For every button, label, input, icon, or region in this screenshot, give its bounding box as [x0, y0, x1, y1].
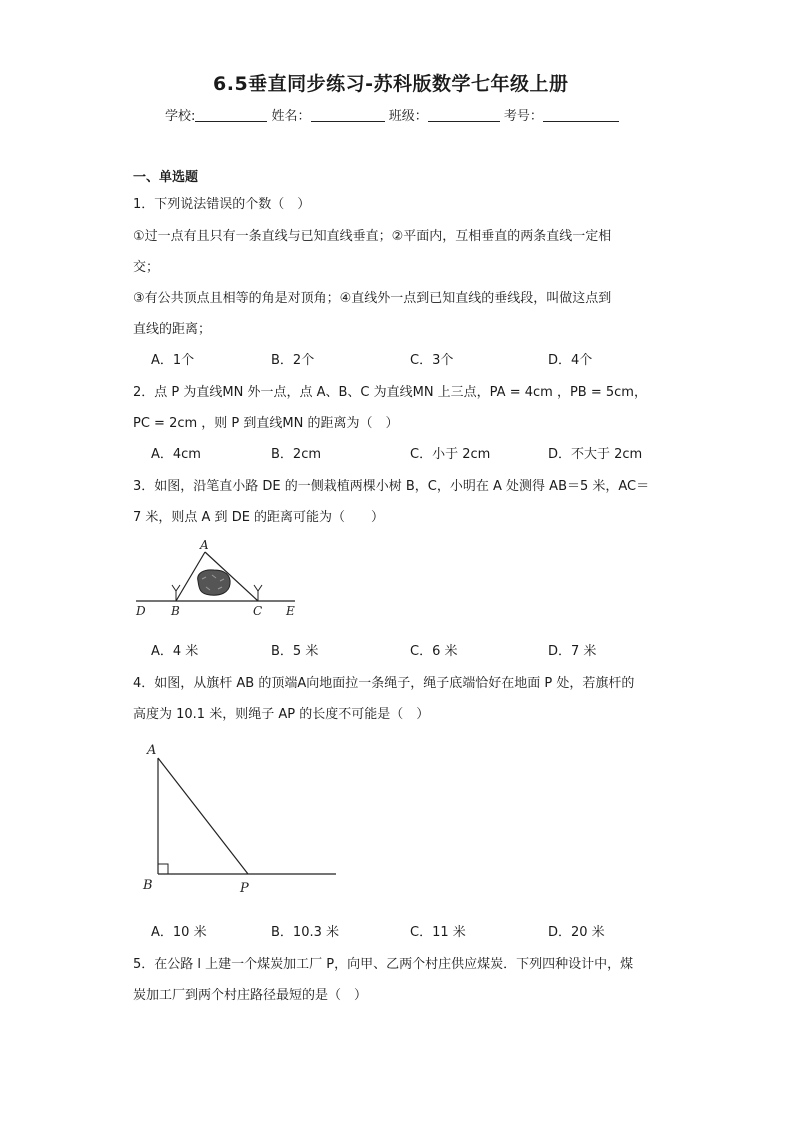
- name-label: 姓名：: [271, 109, 311, 124]
- student-info-row: [165, 105, 619, 124]
- school-blank: [195, 109, 267, 122]
- q4-line1: 4．如图，从旗杆 AB 的顶端A向地面拉一条绳子，绳子底端恰好在地面 P 处，若旗杆的: [133, 676, 635, 691]
- label-b: B: [143, 878, 153, 893]
- label-c: C: [253, 604, 263, 618]
- rock-icon: [198, 570, 230, 595]
- q1-line3: ③有公共顶点且相等的角是对顶角；④直线外一点到已知直线的垂线段，叫做这点到: [133, 291, 612, 306]
- q1-option-d[interactable]: D．4个: [548, 353, 593, 368]
- label-e: E: [286, 604, 295, 618]
- q3-line1: 3．如图，沿笔直小路 DE 的一侧栽植两棵小树 B，C，小明在 A 处测得 AB＝5 米，AC＝: [133, 479, 650, 494]
- label-a: A: [147, 743, 157, 758]
- q4-figure: [138, 738, 343, 898]
- page-title: 6.5垂直同步练习-苏科版数学七年级上册: [213, 73, 569, 95]
- q5-line1: 5．在公路 l 上建一个煤炭加工厂 P，向甲、乙两个村庄供应煤炭．下列四种设计中，煤: [133, 957, 634, 972]
- q1-line1: ①过一点有且只有一条直线与已知直线垂直；②平面内，互相垂直的两条直线一定相: [133, 229, 612, 244]
- school-label: 学校:: [165, 109, 196, 124]
- q4-option-d[interactable]: D．20 米: [548, 925, 605, 940]
- q3-figure: [130, 535, 305, 620]
- q1-option-a[interactable]: A．1个: [151, 353, 195, 368]
- number-blank: [543, 109, 619, 122]
- label-p: P: [240, 881, 249, 896]
- q2-line1: 2．点 P 为直线MN 外一点，点 A、B、C 为直线MN 上三点，PA = 4cm ，PB = 5cm，: [133, 385, 647, 400]
- q4-option-a[interactable]: A．10 米: [151, 925, 207, 940]
- q5-line2: 炭加工厂到两个村庄路径最短的是（ ）: [133, 988, 368, 1003]
- q2-option-a[interactable]: A．4cm: [151, 447, 201, 462]
- label-a: A: [200, 538, 209, 552]
- tree-b-icon: [172, 585, 180, 601]
- q4-option-c[interactable]: C．11 米: [410, 925, 466, 940]
- right-angle-mark: [158, 864, 168, 874]
- rope-ap: [158, 758, 248, 874]
- q1-stem: 1．下列说法错误的个数（ ）: [133, 197, 311, 212]
- section-heading: 一、单选题: [133, 170, 199, 185]
- q3-option-d[interactable]: D．7 米: [548, 644, 597, 659]
- q1-option-b[interactable]: B．2个: [271, 353, 315, 368]
- label-d: D: [136, 604, 146, 618]
- q3-option-b[interactable]: B．5 米: [271, 644, 319, 659]
- q2-option-b[interactable]: B．2cm: [271, 447, 322, 462]
- q2-option-c[interactable]: C．小于 2cm: [410, 447, 491, 462]
- q4-line2: 高度为 10.1 米，则绳子 AP 的长度不可能是（ ）: [133, 707, 430, 722]
- q3-line2: 7 米，则点 A 到 DE 的距离可能为（ ）: [133, 510, 385, 525]
- q1-line4: 直线的距离；: [133, 322, 212, 337]
- q4-option-b[interactable]: B．10.3 米: [271, 925, 339, 940]
- number-label: 考号：: [503, 109, 543, 124]
- q2-line2: PC = 2cm ，则 P 到直线MN 的距离为（ ）: [133, 416, 399, 431]
- q1-line2: 交；: [133, 260, 160, 275]
- class-blank: [428, 109, 500, 122]
- class-label: 班级：: [388, 109, 428, 124]
- label-b: B: [171, 604, 180, 618]
- q3-option-c[interactable]: C．6 米: [410, 644, 458, 659]
- q1-option-c[interactable]: C．3个: [410, 353, 454, 368]
- q2-option-d[interactable]: D．不大于 2cm: [548, 447, 643, 462]
- q3-option-a[interactable]: A．4 米: [151, 644, 199, 659]
- name-blank: [311, 109, 385, 122]
